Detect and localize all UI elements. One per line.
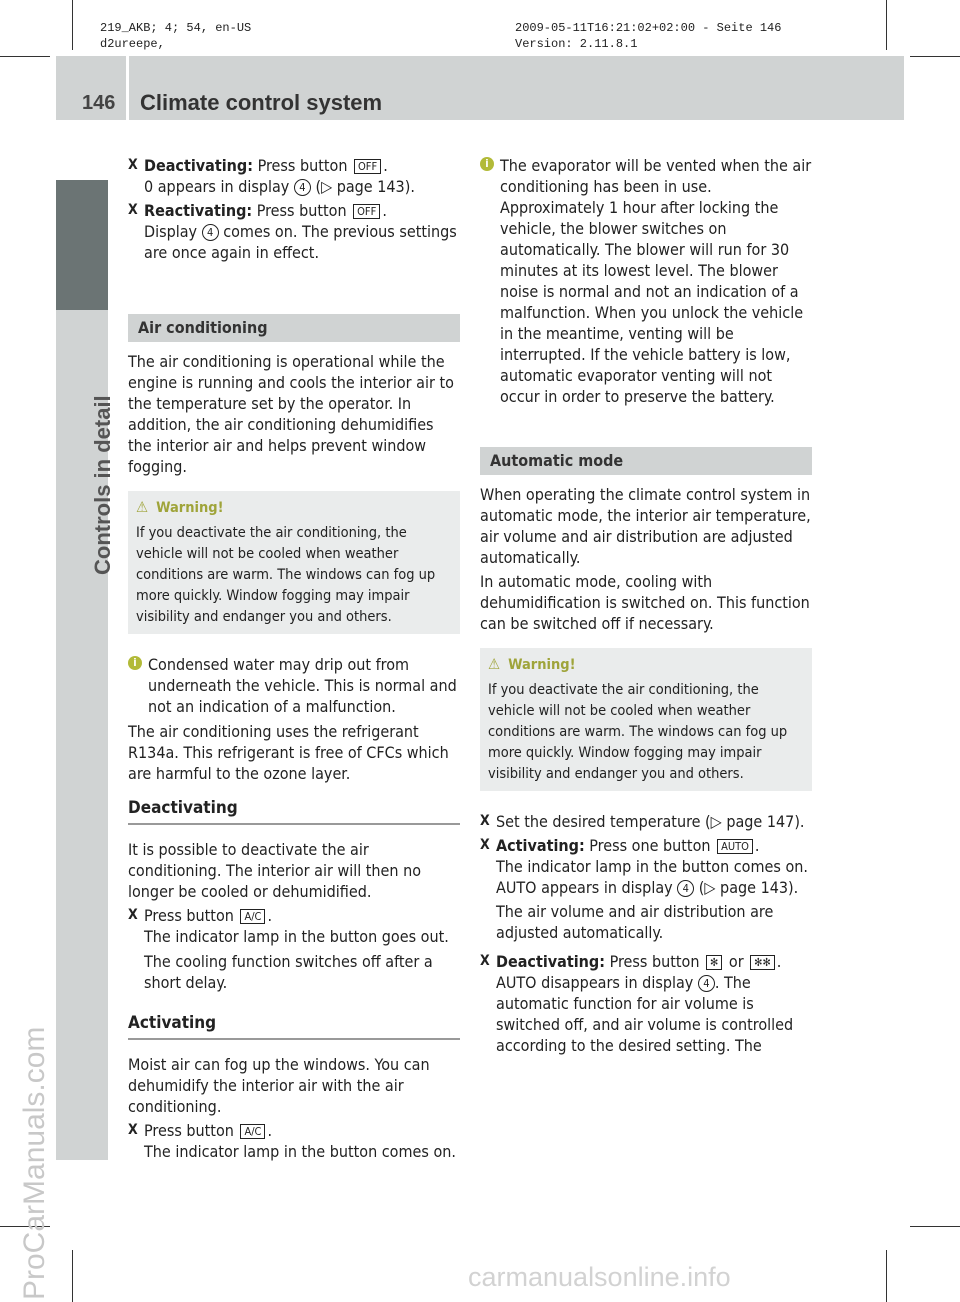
watermark-side: ProCarManuals.com [18,1026,51,1300]
bullet-deactivating [128,155,460,197]
auto-intro: When operating the climate control system in automatic mode, the interior air temperature, air volume and air distribution are adjusted automatically. [480,485,811,567]
display-4-icon: 4 [294,179,311,196]
off-key-icon: OFF [353,204,380,219]
warning-triangle-icon: ⚠ [488,655,501,673]
off-key-icon: OFF [354,159,381,174]
step-text: Press button [144,906,239,925]
ac-key-icon: A/C [240,909,265,924]
bullet-marker-icon: X [128,157,138,173]
step-text: The indicator lamp in the button goes out. [144,927,449,946]
step-text: Display [144,222,202,241]
warning-box [480,648,812,791]
warning-text: If you deactivate the air conditioning, the vehicle will not be cooled when weather conditions are warm. The windows can fog up more quickly. Window fogging may impair visibility and endanger you and others. [136,525,436,625]
bullet-marker-icon: X [128,1122,138,1138]
bullet-marker-icon: X [480,837,490,853]
air-adjusted-text: The air volume and air distribution are adjusted automatically. [496,902,774,942]
crop-mark [72,1250,73,1302]
step-text: The indicator lamp in the button comes on. [144,1142,456,1161]
bullet-set-temperature [480,811,812,832]
punct: . [267,906,273,925]
bullet-marker-icon: X [128,202,138,218]
bullet-press-ac-on [128,1120,460,1162]
page-ref: (▷ page 143). [310,177,415,196]
crop-mark [910,1226,960,1227]
meta-line: 219_AKB; 4; 54, en-US [100,21,252,35]
step-text: Press one button [584,836,716,855]
step-text: Press button [605,952,705,971]
step-label: Deactivating: [496,952,605,971]
step-text: Press button [144,1121,239,1140]
section-heading-auto: Automatic mode [480,447,812,475]
side-tab [56,180,108,310]
crop-mark [910,56,960,57]
info-icon: i [128,656,142,670]
step-text: AUTO disappears in display [496,973,698,992]
bullet-marker-icon: X [480,813,490,829]
page-number: 146 [82,92,116,114]
section-side-label: Controls in detail [90,395,115,575]
crop-mark [72,0,73,50]
punct: . [383,156,388,175]
section-heading-ac: Air conditioning [128,314,460,342]
crop-mark [0,56,50,57]
punct: . [776,952,782,971]
step-text: Press button [253,156,353,175]
header-divider [126,56,129,120]
punct: . [267,1121,273,1140]
display-4-icon: 4 [698,975,715,992]
bullet-press-ac-off [128,905,460,947]
display-4-icon: 4 [677,880,694,897]
auto-cooling-text: In automatic mode, cooling with dehumidification is switched on. This function can be switched off if necessary. [480,572,810,633]
punct: . [382,201,387,220]
warning-title: Warning! [508,657,576,673]
step-text: comes on. The previous settings are once again in effect. [144,222,457,262]
display-4-icon: 4 [202,224,219,241]
subheading-activating: Activating [128,1013,460,1040]
info-icon: i [480,157,494,171]
refrigerant-text: The air conditioning uses the refrigerant R134a. This refrigerant is free of CFCs which are harmful to the ozone layer. [128,722,449,783]
warning-title: Warning! [156,500,224,516]
print-meta-left [100,20,251,52]
warning-triangle-icon: ⚠ [136,498,149,516]
fan-high-key-icon: ✻✻ [750,955,775,970]
step-text: AUTO appears in display [496,878,678,897]
warning-text: If you deactivate the air conditioning, the vehicle will not be cooled when weather conditions are warm. The windows can fog up more quickly. Window fogging may impair visibility and endanger you and others. [488,682,788,782]
bullet-reactivating [128,200,460,263]
punct: . [754,836,760,855]
info-note-condensed [128,654,460,717]
auto-key-icon: AUTO [717,839,753,854]
crop-mark [886,1250,887,1302]
print-meta-right [515,20,781,52]
fan-low-key-icon: ✻ [706,955,722,970]
info-note-evaporator [480,155,812,407]
warning-title-row [488,654,804,676]
cooling-off-text: The cooling function switches off after a short delay. [144,952,433,992]
bullet-deactivating-auto [480,951,812,1056]
step-text: 0 appears in display [144,177,294,196]
step-text: The indicator lamp in the button comes on. [496,857,808,876]
step-text: . The automatic function for air volume is switched off, and air volume is controlled according to the desired setting. The [496,973,794,1055]
crop-mark [886,0,887,50]
step-label: Deactivating: [144,156,253,175]
ac-key-icon: A/C [240,1124,265,1139]
warning-box [128,491,460,634]
meta-line: Version: 2.11.8.1 [515,37,638,51]
deactivate-possible-text: It is possible to deactivate the air conditioning. The interior air will then no longer be cooled or dehumidified. [128,840,422,901]
moist-air-text: Moist air can fog up the windows. You can dehumidify the interior air with the air conditioning. [128,1055,430,1116]
watermark-bottom: carmanualsonline.info [468,1262,731,1292]
step-text: or [724,952,749,971]
meta-line: d2ureepe, [100,37,165,51]
page-ref: (▷ page 143). [694,878,799,897]
subheading-deactivating: Deactivating [128,798,460,825]
step-label: Reactivating: [144,201,253,220]
bullet-marker-icon: X [480,953,490,969]
left-column [128,155,460,1162]
bullet-activating-auto [480,835,812,898]
chapter-title: Climate control system [140,90,383,115]
info-text: The evaporator will be vented when the air conditioning has been in use. Approximately 1 hour after locking the vehicle, the blower switches on automatically. The blower will run for 30 minutes at its lowest level. The blower noise is normal and not an indication of a malfunction. When you unlock the vehicle in the meantime, venting will be interrupted. If the vehicle battery is low, automatic evaporator venting will not occur in order to preserve the battery. [500,156,812,406]
meta-line: 2009-05-11T16:21:02+02:00 - Seite 146 [515,21,782,35]
step-label: Activating: [496,836,585,855]
warning-title-row [136,497,452,519]
info-text: Condensed water may drip out from underneath the vehicle. This is normal and not an indication of a malfunction. [148,655,457,716]
bullet-marker-icon: X [128,907,138,923]
step-text: Press button [252,201,352,220]
step-text: Set the desired temperature (▷ page 147). [496,812,805,831]
ac-intro: The air conditioning is operational while the engine is running and cools the interior air to the temperature set by the operator. In addition, the air conditioning dehumidifies the interior air and helps prevent window fogging. [128,352,454,476]
right-column [480,155,812,1056]
